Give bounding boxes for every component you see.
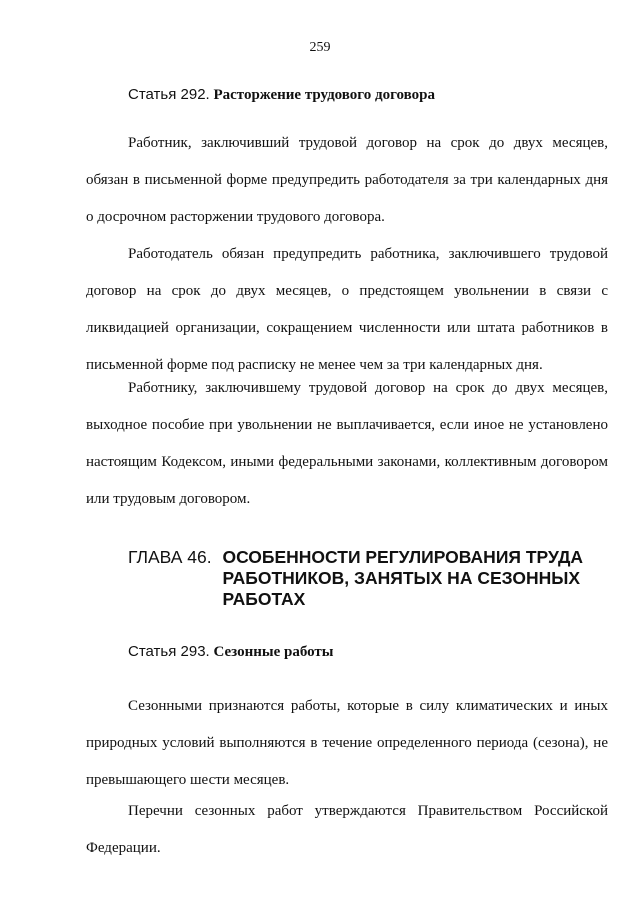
article-293-paragraph-2: Перечни сезонных работ утверждаются Правительством Российской Федерации. <box>86 803 608 856</box>
article-293-heading <box>128 643 334 661</box>
article-292-heading <box>128 86 435 104</box>
article-292-paragraph-1: Работник, заключивший трудовой договор на срок до двух месяцев, обязан в письменной форме предупредить работодателя за три календарных дня о досрочном расторжении трудового договора. <box>86 135 608 225</box>
chapter-46-title-line-2: РАБОТНИКОВ, ЗАНЯТЫХ НА СЕЗОННЫХ <box>222 568 581 588</box>
page-number: 259 <box>309 40 331 55</box>
article-292-paragraph-2: Работодатель обязан предупредить работника, заключившего трудовой договор на срок до двух месяцев, о предстоящем увольнении в связи с ликвидацией организации, сокращением численности или штата работников в письменной форме под расписку не менее чем за три календарных дня. <box>86 246 608 373</box>
article-293-title: Сезонные работы <box>213 644 334 660</box>
chapter-46-title <box>222 547 583 610</box>
chapter-46-title-line-1: ОСОБЕННОСТИ РЕГУЛИРОВАНИЯ ТРУДА <box>222 547 584 567</box>
article-292-title: Расторжение трудового договора <box>213 87 435 103</box>
chapter-46-heading <box>128 547 583 610</box>
article-292-paragraph-3: Работнику, заключившему трудовой договор на срок до двух месяцев, выходное пособие при увольнении не выплачивается, если иное не установлено настоящим Кодексом, иными федеральными законами, коллективным договором или трудовым договором. <box>86 380 608 507</box>
article-293-number: Статья 293. <box>128 643 210 660</box>
chapter-46-title-line-3: РАБОТАХ <box>222 589 306 609</box>
chapter-46-label: ГЛАВА 46. <box>128 547 212 567</box>
article-293-paragraph-1: Сезонными признаются работы, которые в силу климатических и иных природных условий выполняются в течение определенного периода (сезона), не превышающего шести месяцев. <box>86 698 608 788</box>
article-292-number: Статья 292. <box>128 86 210 103</box>
